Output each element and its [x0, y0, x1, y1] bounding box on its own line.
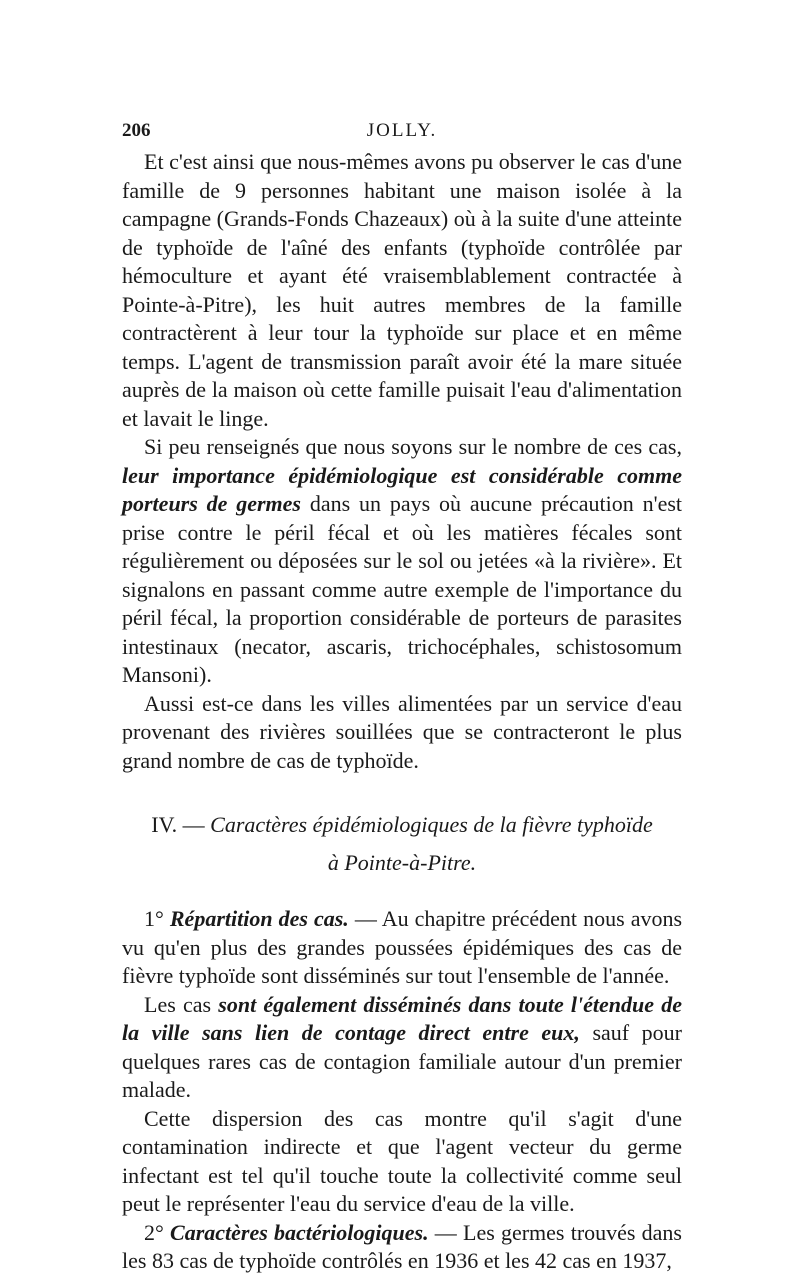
section-heading: [122, 811, 682, 839]
section-number: IV. —: [151, 812, 205, 837]
paragraph-family-case: Et c'est ainsi que nous-mêmes avons pu observer le cas d'une famille de 9 personnes habitant une maison isolée à la campagne (Grands-Fonds Chazeaux) où à la suite d'une atteinte de typhoïde de l'aîné des enfants (typhoïde contrôlée par hémoculture et ayant été vraisemblablement contractée à Pointe-à-Pitre), les huit autres membres de la famille contractèrent à leur tour la typhoïde sur place et en même temps. L'agent de transmission paraît avoir été la mare située auprès de la maison où cette famille puisait l'eau d'alimentation et lavait le linge.: [122, 149, 682, 431]
page-number: 206: [122, 120, 151, 141]
paragraph-carriers-text-a: Si peu renseignés que nous soyons sur le nombre de ces cas,: [144, 434, 682, 459]
subsection-2-title: Caractères bactériologiques.: [170, 1219, 429, 1245]
paragraph-carriers-emphasis: leur importance épidémiologique est considérable comme porteurs de germes: [122, 462, 682, 516]
paragraph-carriers: [122, 433, 682, 690]
section-subtitle: à Pointe-à-Pitre.: [327, 850, 477, 875]
page-header: [122, 120, 682, 150]
subsection-repartition: [122, 905, 682, 991]
subsection-1-number: 1°: [144, 906, 164, 931]
subsection-1-text: — Au chapitre précédent nous avons vu qu'en plus des grandes poussées épidémiques des cas de fièvre typhoïde sont disséminés sur tout l'ensemble de l'année.: [122, 906, 683, 988]
subsection-1-title: Répartition des cas.: [169, 906, 349, 931]
dissemination-emphasis: sont également disséminés dans toute l'étendue de la ville sans lien de contage direct entre eux,: [122, 991, 683, 1045]
paragraph-dissemination: [122, 991, 682, 1105]
section-title: Caractères épidémiologiques de la fièvre typhoïde: [210, 812, 653, 837]
dissemination-text-a: Les cas: [144, 991, 212, 1017]
page-body: [122, 148, 682, 1276]
paragraph-cities: Aussi est-ce dans les villes alimentées par un service d'eau provenant des rivières souillées que se contracteront le plus grand nombre de cas de typhoïde.: [122, 690, 682, 773]
subsection-bacteriological: [122, 1219, 682, 1276]
running-title: JOLLY.: [366, 120, 438, 141]
subsection-2-number: 2°: [144, 1219, 164, 1245]
paragraph-carriers-text-b: dans un pays où aucune précaution n'est prise contre le péril fécal et où les matières fécales sont régulièrement ou déposées sur le sol ou jetées «à la rivière». Et signalons en passant comme autre exemple de l'importance du péril fécal, la proportion considérable de porteurs de parasites intestinaux (necator, ascaris, trichocéphales, schistosomum Mansoni).: [122, 491, 683, 687]
paragraph-dispersion: Cette dispersion des cas montre qu'il s'agit d'une contamination indirecte et que l'agent vecteur du germe infectant est tel qu'il touche toute la collectivité comme seul peut le représenter l'eau du service d'eau de la ville.: [122, 1105, 682, 1216]
subsection-2-text: — Les germes trouvés dans les 83 cas de typhoïde contrôlés en 1936 et les 42 cas en 1937,: [122, 1219, 682, 1273]
dissemination-text-b: sauf pour quelques rares cas de contagion familiale autour d'un premier malade.: [122, 1020, 683, 1102]
